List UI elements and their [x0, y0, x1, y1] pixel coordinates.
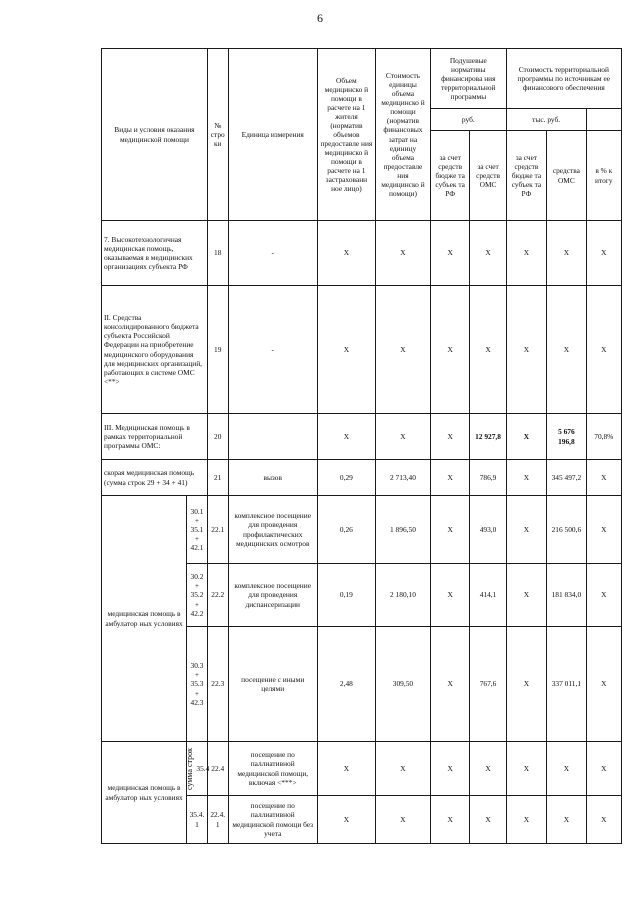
row-sum: 30.2 + 35.2 + 42.2	[187, 564, 208, 627]
row-sum: 30.3 + 35.3 + 42.3	[187, 627, 208, 742]
cell: X	[375, 742, 430, 796]
cell: 12 927,8	[470, 414, 506, 460]
amb-group-label: медицинская помощь в амбулатор ных условиях	[102, 496, 187, 742]
cell: X	[430, 286, 469, 414]
cell: 414,1	[470, 564, 506, 627]
cell: X	[317, 286, 375, 414]
cell: X	[506, 221, 546, 286]
header-per-capita: Подушевые нормативы финансирова ния территориальной программы	[430, 49, 506, 109]
cell: 0,19	[317, 564, 375, 627]
cell: X	[375, 796, 430, 844]
row-unit: посещение по паллиативной медицинской помощи, включая <***>	[228, 742, 317, 796]
row-sum	[184, 742, 210, 796]
table-row	[102, 221, 622, 286]
cell: 70,8%	[586, 414, 621, 460]
cell: X	[430, 627, 469, 742]
header-unit: Единица измерения	[228, 49, 317, 221]
row-unit: -	[228, 286, 317, 414]
cell: X	[470, 286, 506, 414]
cell: X	[506, 414, 546, 460]
cell: 786,9	[470, 460, 506, 496]
header-blank	[586, 109, 621, 131]
header-cost: Стоимость единицы объема медицинско й помощи (норматив финансовых затрат на единицу объема предоставле ния медицинско й помощи)	[375, 49, 430, 221]
cell: X	[586, 742, 621, 796]
cell: X	[430, 496, 469, 564]
row-label: скорая медицинская помощь (сумма строк 29 + 34 + 41)	[102, 460, 208, 496]
row-label: III. Медицинская помощь в рамках территориальной программы ОМС:	[102, 414, 208, 460]
row-sum: 30.1 + 35.1 + 42.1	[187, 496, 208, 564]
cell: X	[586, 221, 621, 286]
cell: X	[430, 564, 469, 627]
row-sum: 35.4. 1	[187, 796, 208, 844]
row-number: 21	[207, 460, 228, 496]
cell: X	[506, 460, 546, 496]
row-number: 22.2	[207, 564, 228, 627]
cell: X	[547, 286, 586, 414]
row-number: 22.4	[207, 742, 228, 796]
header-sub-budget-2: за счет средств бюдже та субъек та РФ	[506, 131, 546, 221]
header-kind: Виды и условия оказания медицинской помощи	[102, 49, 208, 221]
table-row	[102, 414, 622, 460]
header-sub-oms-2: средства ОМС	[547, 131, 586, 221]
row-unit: комплексное посещение для проведения диспансеризации	[228, 564, 317, 627]
cell: X	[586, 460, 621, 496]
cell: 493,0	[470, 496, 506, 564]
row-unit: -	[228, 221, 317, 286]
cell: X	[470, 742, 506, 796]
cell: X	[586, 496, 621, 564]
row-unit: комплексное посещение для проведения профилактических медицинских осмотров	[228, 496, 317, 564]
territorial-program-table	[101, 48, 622, 844]
cell: X	[506, 796, 546, 844]
cell: X	[375, 414, 430, 460]
cell: X	[586, 796, 621, 844]
cell: X	[375, 286, 430, 414]
cell: X	[470, 796, 506, 844]
cell: 216 500,6	[547, 496, 586, 564]
table-row	[102, 460, 622, 496]
header-row-number: № стро ки	[207, 49, 228, 221]
cell: 2,48	[317, 627, 375, 742]
table-row	[102, 286, 622, 414]
cell: X	[547, 796, 586, 844]
cell: 2 180,10	[375, 564, 430, 627]
cell: 0,26	[317, 496, 375, 564]
cell: X	[586, 286, 621, 414]
header-sub-budget: за счет средств бюдже та субъек та РФ	[430, 131, 469, 221]
cell: X	[506, 564, 546, 627]
row-number: 22.3	[207, 627, 228, 742]
row-label: II. Средства консолидированного бюджета субъекта Российской Федерации на приобретение медицинского оборудования для медицинских организаций, работающих в системе ОМС <**>	[102, 286, 208, 414]
header-thousand-rub: тыс. руб.	[506, 109, 586, 131]
row-unit	[228, 414, 317, 460]
cell: X	[586, 627, 621, 742]
cell: X	[430, 796, 469, 844]
header-program-cost: Стоимость территориальной программы по источникам ее финансового обеспечения	[506, 49, 621, 109]
row-number: 22.1	[207, 496, 228, 564]
row-sum-value: 35.4	[196, 763, 210, 773]
row-number: 20	[207, 414, 228, 460]
page-number: 6	[317, 11, 323, 25]
cell: 1 896,50	[375, 496, 430, 564]
cell: 309,50	[375, 627, 430, 742]
row-number: 19	[207, 286, 228, 414]
cell: X	[317, 796, 375, 844]
table-row	[102, 496, 622, 564]
row-unit: вызов	[228, 460, 317, 496]
cell: X	[430, 460, 469, 496]
header-volume: Объем медицинско й помощи в расчете на 1 жителя (норматив объемов предоставле ния медицинско й помощи в расчете на 1 застрахованн ное лицо)	[317, 49, 375, 221]
cell: X	[375, 221, 430, 286]
cell: 337 011,1	[547, 627, 586, 742]
row-number: 18	[207, 221, 228, 286]
cell: 345 497,2	[547, 460, 586, 496]
row-number: 22.4.1	[207, 796, 228, 844]
row-unit: посещение с иными целями	[228, 627, 317, 742]
cell: X	[506, 286, 546, 414]
amb-group-label-2: медицинская помощь в амбулатор ных условиях	[102, 742, 187, 844]
cell: X	[506, 496, 546, 564]
cell: X	[317, 414, 375, 460]
cell: 767,6	[470, 627, 506, 742]
cell: X	[470, 221, 506, 286]
cell: X	[430, 742, 469, 796]
cell: 2 713,40	[375, 460, 430, 496]
cell: X	[506, 742, 546, 796]
header-rub: руб.	[430, 109, 506, 131]
cell: 0,29	[317, 460, 375, 496]
vertical-sum-label: сумма строк	[184, 747, 194, 790]
cell: X	[586, 564, 621, 627]
cell: X	[430, 221, 469, 286]
cell: X	[317, 221, 375, 286]
row-label: 7. Высокотехнологичная медицинская помощь, оказываемая в медицинских организациях субъекта РФ	[102, 221, 208, 286]
row-unit: посещение по паллиативной медицинской помощи без учета	[228, 796, 317, 844]
cell: X	[547, 221, 586, 286]
cell: X	[547, 742, 586, 796]
header-sub-percent: в % к итогу	[586, 131, 621, 221]
cell: X	[506, 627, 546, 742]
cell: 5 676 196,8	[547, 414, 586, 460]
cell: 181 834,0	[547, 564, 586, 627]
header-sub-oms: за счет средств ОМС	[470, 131, 506, 221]
cell: X	[317, 742, 375, 796]
table-row	[102, 742, 622, 796]
cell: X	[430, 414, 469, 460]
